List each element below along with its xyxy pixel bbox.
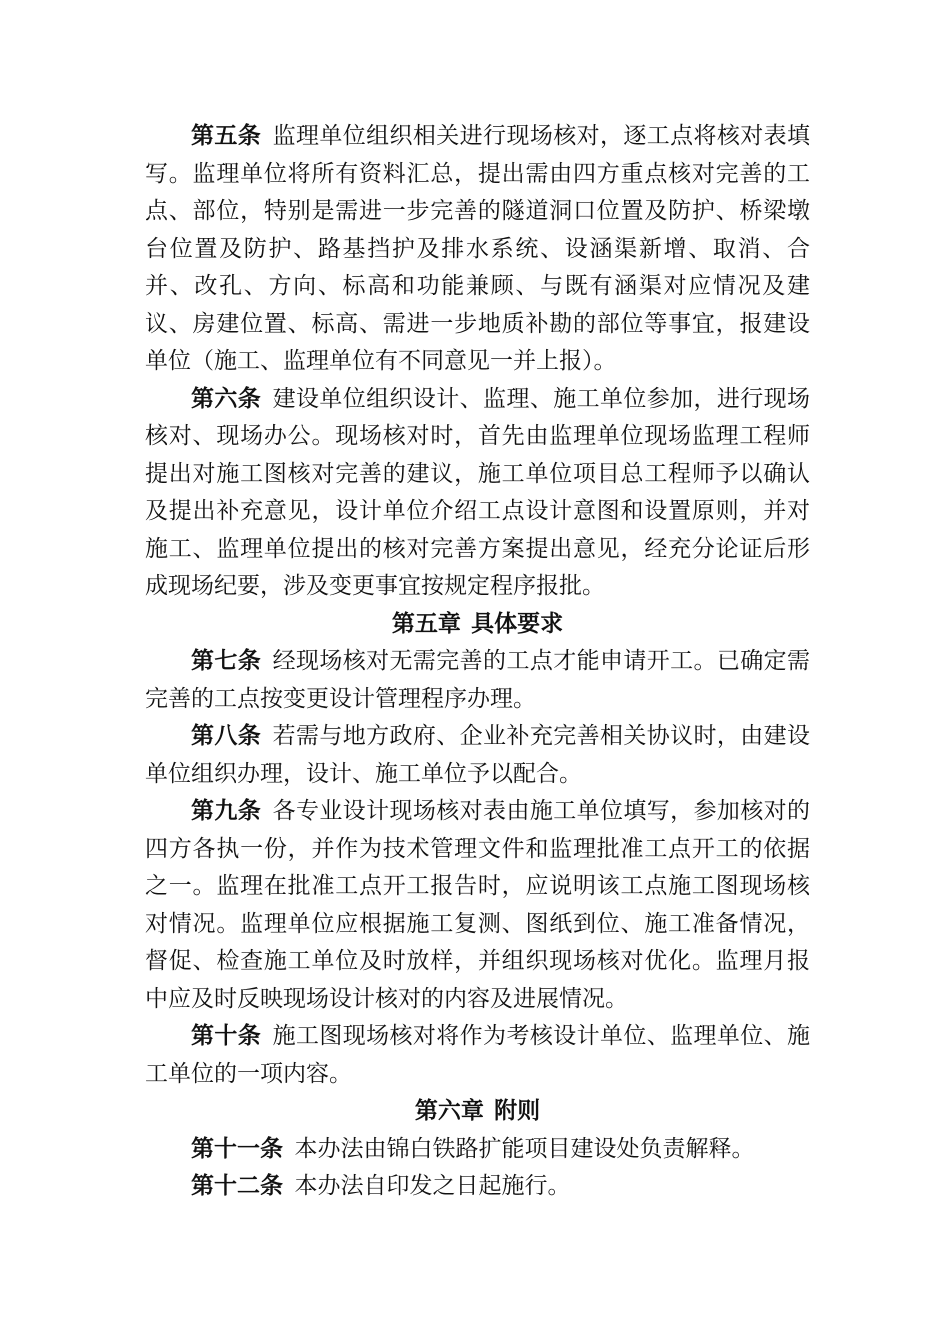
article-text: 本办法自印发之日起施行。 bbox=[294, 1173, 571, 1199]
article-10 bbox=[145, 1018, 810, 1093]
article-number: 第五条 bbox=[191, 123, 262, 149]
document-page bbox=[145, 118, 810, 1206]
chapter-title: 具体要求 bbox=[471, 610, 564, 637]
article-5 bbox=[145, 118, 810, 381]
article-11 bbox=[145, 1131, 810, 1169]
chapter-5-heading bbox=[145, 606, 810, 644]
article-text: 本办法由锦白铁路扩能项目建设处负责解释。 bbox=[294, 1135, 755, 1162]
article-text: 施工图现场核对将作为考核设计单位、监理单位、施工单位的一项内容。 bbox=[145, 1023, 811, 1087]
chapter-title: 附则 bbox=[494, 1098, 541, 1124]
article-number: 第十条 bbox=[191, 1023, 262, 1049]
article-6 bbox=[145, 381, 810, 606]
article-9 bbox=[145, 793, 810, 1018]
chapter-number: 第五章 bbox=[391, 610, 461, 637]
article-number: 第七条 bbox=[191, 648, 262, 674]
chapter-number: 第六章 bbox=[414, 1098, 484, 1124]
article-text: 经现场核对无需完善的工点才能申请开工。已确定需完善的工点按变更设计管理程序办理。 bbox=[145, 648, 811, 712]
article-8 bbox=[145, 718, 810, 793]
article-number: 第十一条 bbox=[191, 1135, 283, 1162]
article-text: 各专业设计现场核对表由施工单位填写，参加核对的四方各执一份，并作为技术管理文件和监理批准工点开工的依据之一。监理在批准工点开工报告时，应说明该工点施工图现场核对情况。监理单位应根据施工复测、图纸到位、施工准备情况，督促、检查施工单位及时放样，并组织现场核对优化。监理月报中应及时反映现场设计核对的内容及进展情况。 bbox=[145, 798, 811, 1012]
article-text: 监理单位组织相关进行现场核对，逐工点将核对表填写。监理单位将所有资料汇总，提出需由四方重点核对完善的工点、部位，特别是需进一步完善的隧道洞口位置及防护、桥梁墩台位置及防护、路基挡护及排水系统、设涵渠新增、取消、合并、改孔、方向、标高和功能兼顾、与既有涵渠对应情况及建议、房建位置、标高、需进一步地质补勘的部位等事宜，报建设单位（施工、监理单位有不同意见一并上报）。 bbox=[145, 123, 811, 374]
article-number: 第十二条 bbox=[191, 1173, 283, 1199]
article-number: 第六条 bbox=[191, 385, 262, 412]
article-number: 第八条 bbox=[191, 723, 262, 749]
article-7 bbox=[145, 643, 810, 718]
article-text: 建设单位组织设计、监理、施工单位参加，进行现场核对、现场办公。现场核对时，首先由监理单位现场监理工程师提出对施工图核对完善的建议，施工单位项目总工程师予以确认及提出补充意见，设计单位介绍工点设计意图和设置原则，并对施工、监理单位提出的核对完善方案提出意见，经充分论证后形成现场纪要，涉及变更事宜按规定程序报批。 bbox=[145, 385, 811, 599]
chapter-6-heading bbox=[145, 1093, 810, 1131]
article-text: 若需与地方政府、企业补充完善相关协议时，由建设单位组织办理，设计、施工单位予以配合。 bbox=[145, 723, 811, 787]
article-number: 第九条 bbox=[191, 798, 262, 824]
article-12 bbox=[145, 1168, 810, 1206]
